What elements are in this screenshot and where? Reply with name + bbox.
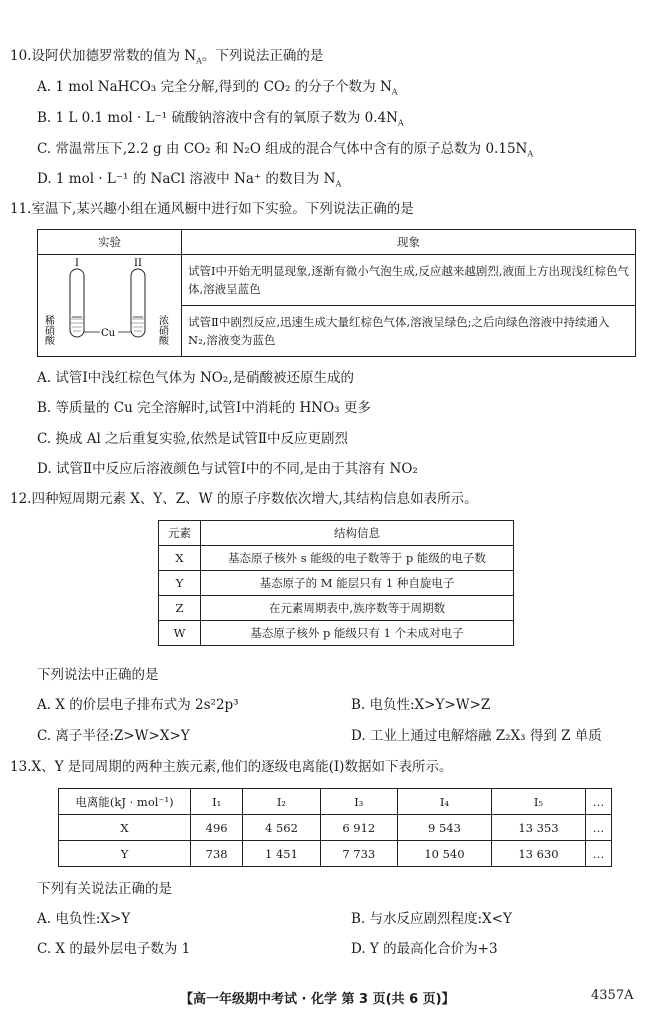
value-cell: 9 543: [397, 815, 491, 841]
phenomenon-1: 试管Ⅰ中开始无明显现象,逐渐有微小气泡生成,反应越来越剧烈,液面上方出现浅红棕色气体,溶液呈蓝色: [182, 255, 636, 306]
element-cell: W: [159, 621, 201, 646]
q13-option-a: A. 电负性:X>Y: [37, 911, 131, 927]
table-row: [159, 621, 514, 646]
element-cell: Z: [159, 596, 201, 621]
table-row: [159, 571, 514, 596]
table-header-ionization: 电离能(kJ · mol⁻¹): [59, 789, 191, 815]
q10-option-d: D. 1 mol · L⁻¹ 的 NaCl 溶液中 Na⁺ 的数目为 $N_A$: [37, 171, 342, 189]
table-header-i2: I₂: [243, 789, 320, 815]
q13-option-c: C. X 的最外层电子数为 1: [37, 941, 191, 957]
apparatus-diagram: [38, 255, 181, 353]
q12-option-d: D. 工业上通过电解熔融 Z₂X₃ 得到 Z 单质: [351, 728, 602, 744]
table-header-i1: I₁: [191, 789, 243, 815]
table-header-i5: I₅: [491, 789, 585, 815]
q10-option-b: B. 1 L 0.1 mol · L⁻¹ 硫酸钠溶液中含有的氧原子数为 $0.4N_A$: [37, 110, 404, 128]
conc-acid-label: 浓硝酸: [156, 315, 168, 345]
tube-2-label: II: [134, 258, 142, 269]
structure-cell: 基态原子核外 p 能级只有 1 个未成对电子: [201, 621, 514, 646]
structure-cell: 基态原子核外 s 能级的电子数等于 p 能级的电子数: [201, 546, 514, 571]
value-cell: 496: [191, 815, 243, 841]
table-row: [59, 841, 612, 867]
table-row: [59, 815, 612, 841]
q12-prompt: 下列说法中正确的是: [37, 667, 159, 683]
table-header-ellipsis: …: [586, 789, 612, 815]
q11-experiment-table: [37, 229, 636, 357]
value-cell: 1 451: [243, 841, 320, 867]
element-cell: X: [59, 815, 191, 841]
table-header-experiment: 实验: [38, 230, 182, 255]
q12-option-c: C. 离子半径:Z>W>X>Y: [37, 728, 190, 744]
q11-option-b: B. 等质量的 Cu 完全溶解时,试管Ⅰ中消耗的 HNO₃ 更多: [37, 400, 371, 416]
q13-stem: 13.X、Y 是同周期的两种主族元素,他们的逐级电离能(I)数据如下表所示。: [10, 759, 453, 775]
q11-option-a: A. 试管Ⅰ中浅红棕色气体为 NO₂,是硝酸被还原生成的: [37, 370, 355, 386]
q13-ionization-table: [58, 788, 612, 867]
q12-option-a: A. X 的价层电子排布式为 2s²2p³: [37, 697, 239, 713]
table-header-phenomenon: 现象: [182, 230, 636, 255]
q12-option-b: B. 电负性:X>Y>W>Z: [351, 697, 491, 713]
copper-label: Cu: [101, 328, 116, 339]
value-cell: 4 562: [243, 815, 320, 841]
q11-option-c: C. 换成 Al 之后重复实验,依然是试管Ⅱ中反应更剧烈: [37, 431, 349, 447]
table-row: [159, 546, 514, 571]
q10-option-c: C. 常温常压下,2.2 g 由 CO₂ 和 N₂O 组成的混合气体中含有的原子总数为 $0.15N_A$: [37, 141, 534, 159]
element-cell: X: [159, 546, 201, 571]
q13-option-d: D. Y 的最高化合价为+3: [351, 941, 498, 957]
value-cell: 7 733: [320, 841, 397, 867]
value-cell: 13 353: [491, 815, 585, 841]
ellipsis-cell: …: [586, 815, 612, 841]
table-header-i4: I₄: [397, 789, 491, 815]
q12-element-table: [158, 520, 514, 646]
element-cell: Y: [59, 841, 191, 867]
value-cell: 10 540: [397, 841, 491, 867]
value-cell: 738: [191, 841, 243, 867]
apparatus-cell: [38, 255, 182, 357]
value-cell: 6 912: [320, 815, 397, 841]
structure-cell: 基态原子的 M 能层只有 1 种自旋电子: [201, 571, 514, 596]
table-row: [159, 596, 514, 621]
element-cell: Y: [159, 571, 201, 596]
table-header-i3: I₃: [320, 789, 397, 815]
phenomenon-2: 试管Ⅱ中剧烈反应,迅速生成大量红棕色气体,溶液呈绿色;之后向绿色溶液中持续通入 N₂,溶液变为蓝色: [182, 306, 636, 357]
q10-option-a: A. 1 mol NaHCO₃ 完全分解,得到的 CO₂ 的分子个数为 $N_A$: [37, 79, 398, 97]
value-cell: 13 630: [491, 841, 585, 867]
table-header-element: 元素: [159, 521, 201, 546]
table-header-structure: 结构信息: [201, 521, 514, 546]
q10-stem: 10.设阿伏加德罗常数的值为 $N_A$。下列说法正确的是: [10, 48, 324, 66]
ellipsis-cell: …: [586, 841, 612, 867]
q11-stem: 11.室温下,某兴趣小组在通风橱中进行如下实验。下列说法正确的是: [10, 201, 414, 217]
q11-option-d: D. 试管Ⅱ中反应后溶液颜色与试管Ⅰ中的不同,是由于其溶有 NO₂: [37, 461, 418, 477]
tube-1-label: I: [75, 258, 79, 269]
q13-option-b: B. 与水反应剧烈程度:X<Y: [351, 911, 512, 927]
q12-stem: 12.四种短周期元素 X、Y、Z、W 的原子序数依次增大,其结构信息如表所示。: [10, 491, 478, 507]
page-footer: 【高一年级期中考试 · 化学 第 3 页(共 6 页)】: [180, 992, 455, 1007]
exam-code: 4357A: [591, 988, 634, 1003]
structure-cell: 在元素周期表中,族序数等于周期数: [201, 596, 514, 621]
q13-prompt: 下列有关说法正确的是: [37, 881, 172, 897]
dilute-acid-label: 稀硝酸: [42, 315, 54, 345]
